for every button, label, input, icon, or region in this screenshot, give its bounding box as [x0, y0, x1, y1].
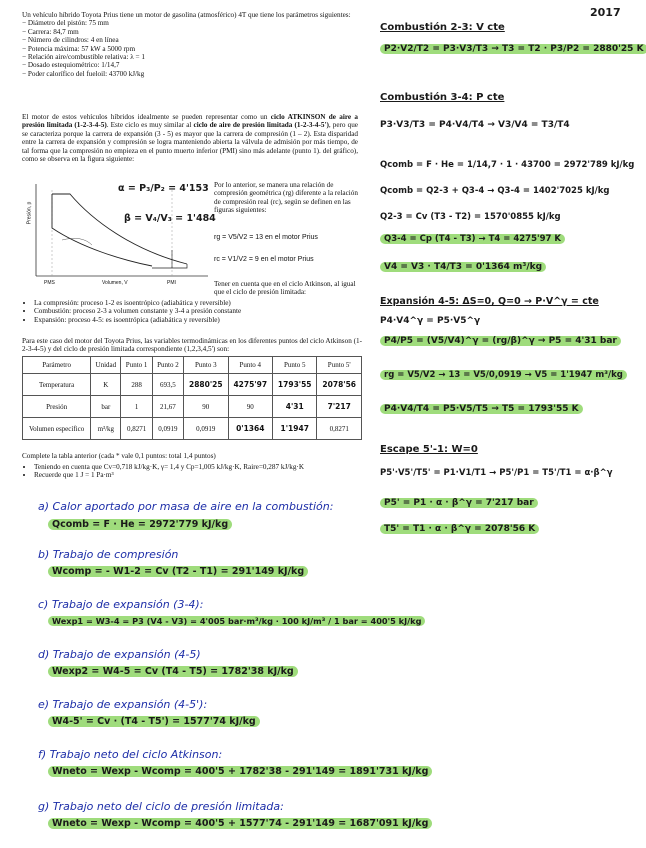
cell: 0,8271	[317, 418, 362, 440]
cell: 0'1364	[228, 418, 272, 440]
table-row	[23, 396, 362, 418]
bullet-2: • Expansión: proceso 4-5: es isoentrópica (adiabática y reversible)	[34, 316, 362, 324]
cell: m³/kg	[91, 418, 121, 440]
answer-a-equation	[48, 519, 232, 530]
cell: Presión	[23, 396, 91, 418]
cell: bar	[91, 396, 121, 418]
answer-a-value: Qcomb = F · He = 2972'779 kJ/kg	[48, 519, 232, 530]
equation-t3-text: P2·V2/T2 = P3·V3/T3 → T3 = T2 · P3/P2 = 2880'25 K	[380, 44, 646, 54]
answer-a-question: a) Calor aportado por masa de aire en la combustión:	[38, 500, 334, 513]
bullet-1: • Combustión: proceso 2-3 a volumen constante y 3-4 a presión constante	[34, 307, 362, 315]
diagram-ylabel: Presión, p	[26, 201, 33, 225]
alpha-equation: α = P₃/P₂ = 4'153	[118, 183, 209, 194]
th: Punto 5	[273, 357, 317, 374]
cell: 693,5	[152, 374, 183, 396]
equation-p5-prime	[380, 498, 538, 508]
cell: Volumen específico	[23, 418, 91, 440]
thermo-table	[22, 356, 362, 440]
equation-q34: Qcomb = Q2-3 + Q3-4 → Q3-4 = 1402'7025 kJ/kg	[380, 186, 610, 196]
equation-v5	[380, 370, 627, 380]
diagram-pms: PMS	[44, 280, 55, 286]
th: Punto 3	[184, 357, 228, 374]
cell: 0,8271	[121, 418, 152, 440]
answer-g-question: g) Trabajo neto del ciclo de presión limitada:	[38, 800, 284, 813]
description-paragraph	[22, 113, 358, 163]
cell: 2880'25	[184, 374, 228, 396]
th: Punto 5'	[317, 357, 362, 374]
cell: 7'217	[317, 396, 362, 418]
answer-b-equation	[48, 566, 308, 577]
side-text-2: Tener en cuenta que en el ciclo Atkinson, al igual que el ciclo de presión limitada:	[214, 280, 356, 297]
cell: 1	[121, 396, 152, 418]
th: Punto 2	[152, 357, 183, 374]
equation-p5-text: P4/P5 = (V5/V4)^γ = (rg/β)^γ → P5 = 4'31 bar	[380, 336, 621, 346]
note-1: • Recuerde que 1 J = 1 Pa·m³	[34, 471, 362, 479]
diagram-xlabel: Volumen, V	[102, 280, 128, 286]
answer-f-equation	[48, 766, 432, 777]
intro-lead: Un vehículo híbrido Toyota Prius tiene un motor de gasolina (atmosférico) 4T que tiene los parámetros siguientes:	[22, 11, 351, 19]
cell: 1'1947	[273, 418, 317, 440]
answer-b-value: Wcomp = - W1-2 = Cv (T2 - T1) = 291'149 kJ/kg	[48, 566, 308, 577]
cell: 90	[184, 396, 228, 418]
cell: K	[91, 374, 121, 396]
cell: 0,0919	[184, 418, 228, 440]
answer-g-value: Wneto = Wexp - Wcomp = 400'5 + 1577'74 - 291'149 = 1687'091 kJ/kg	[48, 818, 432, 829]
equation-v4-text: V4 = V3 · T4/T3 = 0'1364 m³/kg	[380, 262, 546, 272]
param-0: − Diámetro del pistón: 75 mm	[22, 19, 109, 28]
heading-expansion-4-5: Expansión 4-5: ΔS=0, Q=0 → P·V^γ = cte	[380, 296, 599, 307]
answer-f-value: Wneto = Wexp - Wcomp = 400'5 + 1782'38 - 291'149 = 1891'731 kJ/kg	[48, 766, 432, 777]
equation-p4v4: P4·V4^γ = P5·V5^γ	[380, 316, 481, 326]
th: Parámetro	[23, 357, 91, 374]
heading-combustion-2-3: Combustión 2-3: V cte	[380, 22, 505, 33]
pv-diagram	[22, 180, 212, 292]
cell: Temperatura	[23, 374, 91, 396]
cell: 2078'56	[317, 374, 362, 396]
answer-c-value: Wexp1 = W3-4 = P3 (V4 - V3) = 4'005 bar·m³/kg · 100 kJ/m³ / 1 bar = 400'5 kJ/kg	[48, 616, 425, 626]
diagram-pmi: PMI	[167, 280, 176, 286]
answer-d-value: Wexp2 = W4-5 = Cv (T4 - T5) = 1782'38 kJ/kg	[48, 666, 298, 677]
equation-t5-text: P4·V4/T4 = P5·V5/T5 → T5 = 1793'55 K	[380, 404, 583, 414]
equation-t4-text: Q3-4 = Cp (T4 - T3) → T4 = 4275'97 K	[380, 234, 565, 244]
param-6: − Poder calorífico del fueloil: 43700 kJ/kg	[22, 69, 145, 78]
side-text-1: Por lo anterior, se manera una relación de compresión geométrica (rg) diferente a la relación de compresión real (rc), según se definen en las figuras siguientes:	[214, 181, 358, 215]
answer-g-equation	[48, 818, 432, 829]
answer-d-equation	[48, 666, 298, 677]
answer-d-question: d) Trabajo de expansión (4-5)	[38, 648, 201, 661]
heading-escape: Escape 5'-1: W=0	[380, 444, 478, 455]
answer-b-question: b) Trabajo de compresión	[38, 548, 179, 561]
answer-e-value: W4-5' = Cv · (T4 - T5') = 1577'74 kJ/kg	[48, 716, 260, 727]
para-part-b: ciclo ATKINSON de aire a presión limitada (1-2-3-4-5)	[22, 113, 359, 130]
param-2: − Número de cilindros: 4 en línea	[22, 36, 119, 45]
notes-block	[22, 463, 362, 480]
th: Punto 1	[121, 357, 152, 374]
cell: 1793'55	[273, 374, 317, 396]
note-0: • Teniendo en cuenta que Cv=0,718 kJ/kg·K, γ= 1,4 y Cp=1,005 kJ/kg·K, Raire=0,287 kJ/kg·K	[34, 463, 362, 471]
rc-definition: rc = V1/V2 = 9 en el motor Prius	[214, 256, 314, 263]
cell: 90	[228, 396, 272, 418]
answer-f-question: f) Trabajo neto del ciclo Atkinson:	[38, 748, 223, 761]
year-label: 2017	[590, 6, 621, 19]
equation-t5-prime-text: T5' = T1 · α · β^γ = 2078'56 K	[380, 524, 539, 534]
intro-block	[22, 11, 358, 78]
heading-combustion-3-4: Combustión 3-4: P cte	[380, 92, 505, 103]
beta-equation: β = V₄/V₃ = 1'484	[124, 213, 216, 224]
table-row	[23, 418, 362, 440]
equation-t5-prime	[380, 524, 539, 534]
pv-diagram-svg	[22, 180, 212, 292]
bullet-0: • La compresión: proceso 1-2 es isoentrópico (adiabática y reversible)	[34, 299, 362, 307]
equation-v3-v4: P3·V3/T3 = P4·V4/T4 → V3/V4 = T3/T4	[380, 120, 570, 130]
equation-v5-text: rg = V5/V2 → 13 = V5/0,0919 → V5 = 1'1947 m³/kg	[380, 370, 627, 380]
answer-e-question: e) Trabajo de expansión (4-5'):	[38, 698, 208, 711]
answer-c-equation	[48, 616, 425, 626]
equation-p5-prime-text: P5' = P1 · α · β^γ = 7'217 bar	[380, 498, 538, 508]
equation-q23: Q2-3 = Cv (T3 - T2) = 1570'0855 kJ/kg	[380, 212, 561, 222]
answer-c-question: c) Trabajo de expansión (3-4):	[38, 598, 204, 611]
para-part-d: ciclo de aire de presión limitada (1-2-3-4-5')	[193, 121, 329, 130]
param-1: − Carrera: 84,7 mm	[22, 27, 79, 36]
table-row	[23, 374, 362, 396]
param-3: − Potencia máxima: 57 kW a 5000 rpm	[22, 44, 136, 53]
equation-t5	[380, 404, 583, 414]
param-4: − Relación aire/combustible relativa: λ = 1	[22, 53, 145, 62]
param-5: − Dosado estequiométrico: 1/14,7	[22, 61, 120, 70]
table-intro: Para este caso del motor del Toyota Prius, las variables termodinámicas en los diferentes puntos del ciclo Atkinson (1-2-3-4-5) y del ciclo de presión limitada correspondiente (1,2,3,4,5') son:	[22, 337, 362, 354]
equation-v4	[380, 262, 546, 272]
equation-qcomb: Qcomb = F · He = 1/14,7 · 1 · 43700 = 2972'789 kJ/kg	[380, 160, 635, 170]
para-part-e: , pero que se caracteriza porque la carrera de expansión (3 - 5) es mayor que la carrera de compresión (1 – 2). Esta disparidad entre la carrera de expansión y compresión se logra manteniendo abierta la válvula de admisión por más tiempo, de tal forma que la compresión no empieza en el punto muerto inferior (PMI) sino más adelante (punto 1). del gráfico), como se observa en la figura siguiente:	[22, 121, 358, 164]
cell: 21,67	[152, 396, 183, 418]
rg-definition: rg = V5/V2 = 13 en el motor Prius	[214, 234, 318, 241]
para-part-a: El motor de estos vehículos híbridos idealmente se pueden representar como un	[22, 113, 271, 121]
process-bullets	[22, 299, 362, 324]
cell: 288	[121, 374, 152, 396]
cell: 4275'97	[228, 374, 272, 396]
equation-p5-ratio: P5'·V5'/T5' = P1·V1/T1 → P5'/P1 = T5'/T1 = α·β^γ	[380, 468, 613, 478]
answer-e-equation	[48, 716, 260, 727]
cell: 0,0919	[152, 418, 183, 440]
th: Unidad	[91, 357, 121, 374]
complete-instruction: Complete la tabla anterior (cada * vale 0,1 puntos: total 1,4 puntos)	[22, 452, 216, 460]
table-header-row	[23, 357, 362, 374]
cell: 4'31	[273, 396, 317, 418]
th: Punto 4	[228, 357, 272, 374]
equation-p5	[380, 336, 621, 346]
equation-t4	[380, 234, 565, 244]
equation-t3	[380, 44, 646, 54]
para-part-c: . Este ciclo es muy similar al	[106, 121, 194, 130]
